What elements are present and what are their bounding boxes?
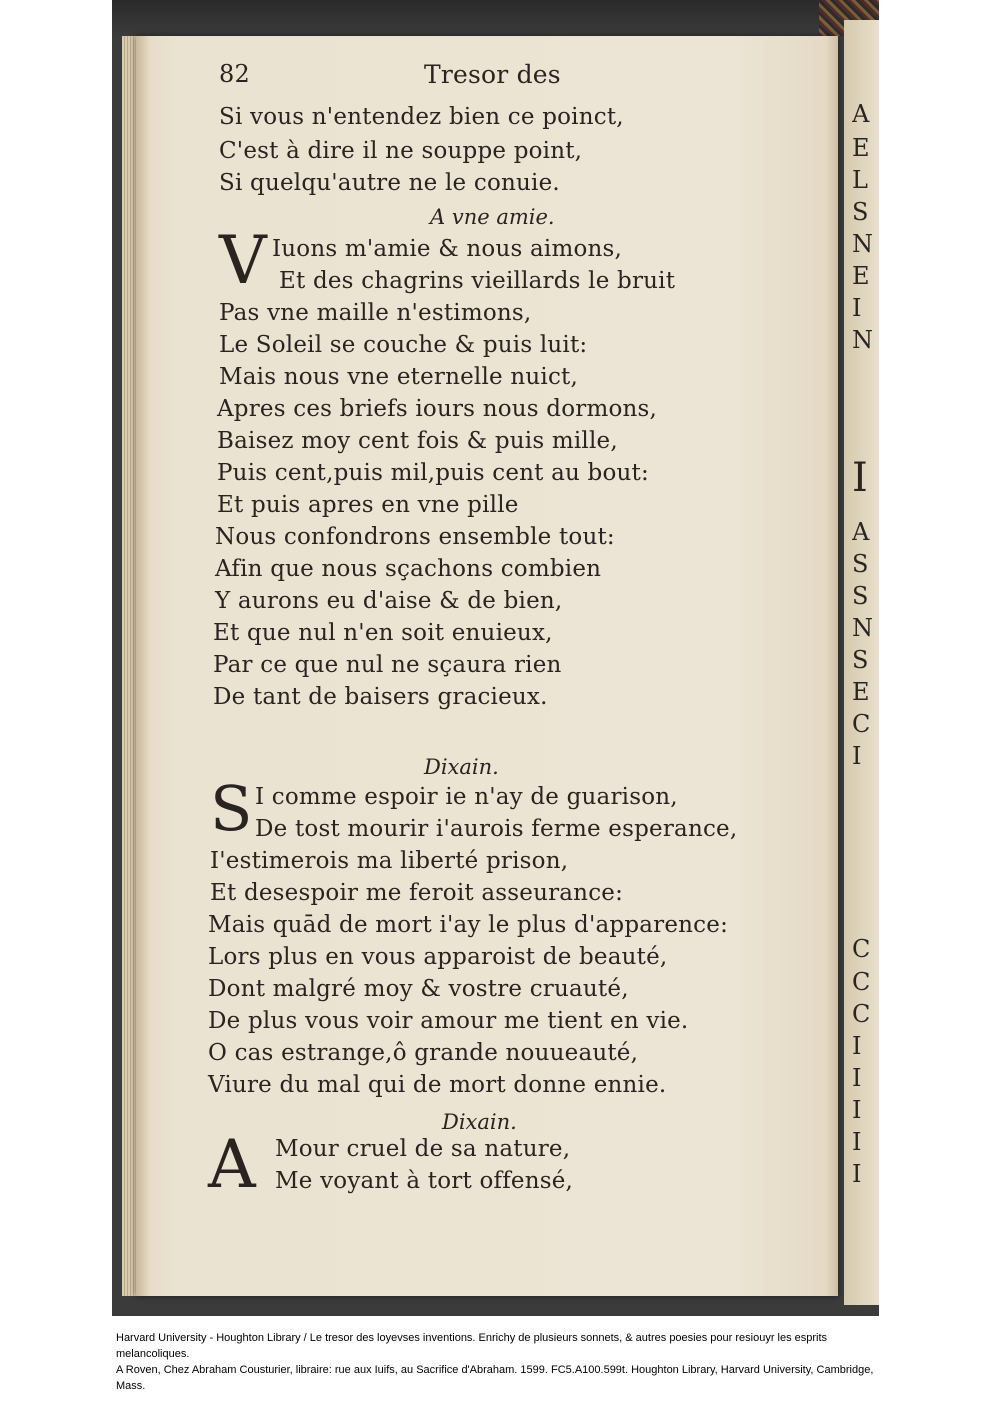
facing-page-letter: I — [852, 455, 868, 501]
text-line: Nous confondrons ensemble tout: — [215, 524, 615, 550]
book-scan — [112, 0, 879, 1316]
text-line: I comme espoir ie n'ay de guarison, — [255, 784, 678, 810]
facing-page-letter: I — [852, 1160, 862, 1188]
facing-page-letter: S — [852, 198, 869, 226]
facing-page-letter: N — [852, 230, 873, 258]
text-line: De tant de baisers gracieux. — [213, 684, 548, 710]
text-line: Et des chagrins vieillards le bruit — [279, 268, 676, 294]
text-line: O cas estrange,ô grande nouueauté, — [208, 1040, 639, 1066]
text-line: Afin que nous sçachons combien — [215, 556, 602, 582]
facing-page-letter: N — [852, 614, 873, 642]
facing-page-letter: E — [852, 134, 870, 162]
facing-page-letter: I — [852, 294, 862, 322]
text-line: Et que nul n'en soit enuieux, — [213, 620, 553, 646]
text-line: Et puis apres en vne pille — [217, 492, 519, 518]
poem-heading: Dixain. — [424, 755, 499, 779]
running-title: Tresor des — [424, 60, 561, 89]
caption-line: A Roven, Chez Abraham Cousturier, libraire: rue aux Iuifs, au Sacrifice d'Abraham. 1599. FC5.A100.599t. Houghton Library, Harvard University, Cambridge, Mass. — [116, 1364, 874, 1392]
text-line: Si vous n'entendez bien ce poinct, — [219, 104, 624, 130]
facing-page-letter: C — [852, 710, 871, 738]
facing-page-letter: S — [852, 646, 869, 674]
facing-page-letter: L — [852, 166, 868, 194]
facing-page-letter: N — [852, 326, 873, 354]
poem-heading: A vne amie. — [430, 205, 555, 229]
facing-page-letter: C — [852, 935, 871, 963]
facing-page-letter: I — [852, 1064, 862, 1092]
text-line: Y aurons eu d'aise & de bien, — [215, 588, 563, 614]
text-line: Apres ces briefs iours nous dormons, — [217, 396, 658, 422]
facing-page-letter: I — [852, 1096, 862, 1124]
facing-page-letter: I — [852, 742, 862, 770]
text-line: Mais nous vne eternelle nuict, — [219, 364, 578, 390]
image-caption — [116, 1330, 876, 1394]
page-text — [112, 0, 879, 1316]
text-line: Baisez moy cent fois & puis mille, — [217, 428, 618, 454]
poem-heading: Dixain. — [442, 1110, 517, 1134]
text-line: C'est à dire il ne souppe point, — [219, 138, 583, 164]
facing-page-letter: I — [852, 1128, 862, 1156]
text-line: Mour cruel de sa nature, — [275, 1136, 571, 1162]
facing-page-letter: C — [852, 968, 871, 996]
facing-page-letter: A — [852, 518, 870, 546]
text-line: Puis cent,puis mil,puis cent au bout: — [217, 460, 649, 486]
text-line: I'estimerois ma liberté prison, — [210, 848, 569, 874]
drop-cap: V — [219, 222, 267, 299]
facing-page-letter: S — [852, 582, 869, 610]
text-line: Pas vne maille n'estimons, — [219, 300, 532, 326]
drop-cap: S — [210, 772, 253, 845]
text-line: De tost mourir i'aurois ferme esperance, — [255, 816, 738, 842]
text-line: Dont malgré moy & vostre cruauté, — [208, 976, 629, 1002]
facing-page-letter: I — [852, 1032, 862, 1060]
drop-cap: A — [208, 1126, 256, 1203]
facing-page-letter: A — [852, 100, 870, 128]
caption-line: Harvard University - Houghton Library / Le tresor des loyevses inventions. Enrichy de plusieurs sonnets, & autres poesies pour resiouyr les esprits melancoliques. — [116, 1332, 828, 1360]
text-line: Iuons m'amie & nous aimons, — [272, 236, 623, 262]
text-line: De plus vous voir amour me tient en vie. — [208, 1008, 689, 1034]
facing-page-letter: E — [852, 262, 870, 290]
text-line: Mais quād de mort i'ay le plus d'apparence: — [208, 912, 729, 938]
text-line: Par ce que nul ne sçaura rien — [213, 652, 562, 678]
facing-page-letter: C — [852, 1000, 871, 1028]
text-line: Me voyant à tort offensé, — [275, 1168, 574, 1194]
text-line: Et desespoir me feroit asseurance: — [210, 880, 624, 906]
facing-page-letter: E — [852, 678, 870, 706]
text-line: Le Soleil se couche & puis luit: — [219, 332, 588, 358]
text-line: Viure du mal qui de mort donne ennie. — [208, 1072, 667, 1098]
text-line: Si quelqu'autre ne le conuie. — [219, 170, 560, 196]
text-line: Lors plus en vous apparoist de beauté, — [208, 944, 668, 970]
facing-page-letter: S — [852, 550, 869, 578]
page-number: 82 — [219, 60, 250, 88]
